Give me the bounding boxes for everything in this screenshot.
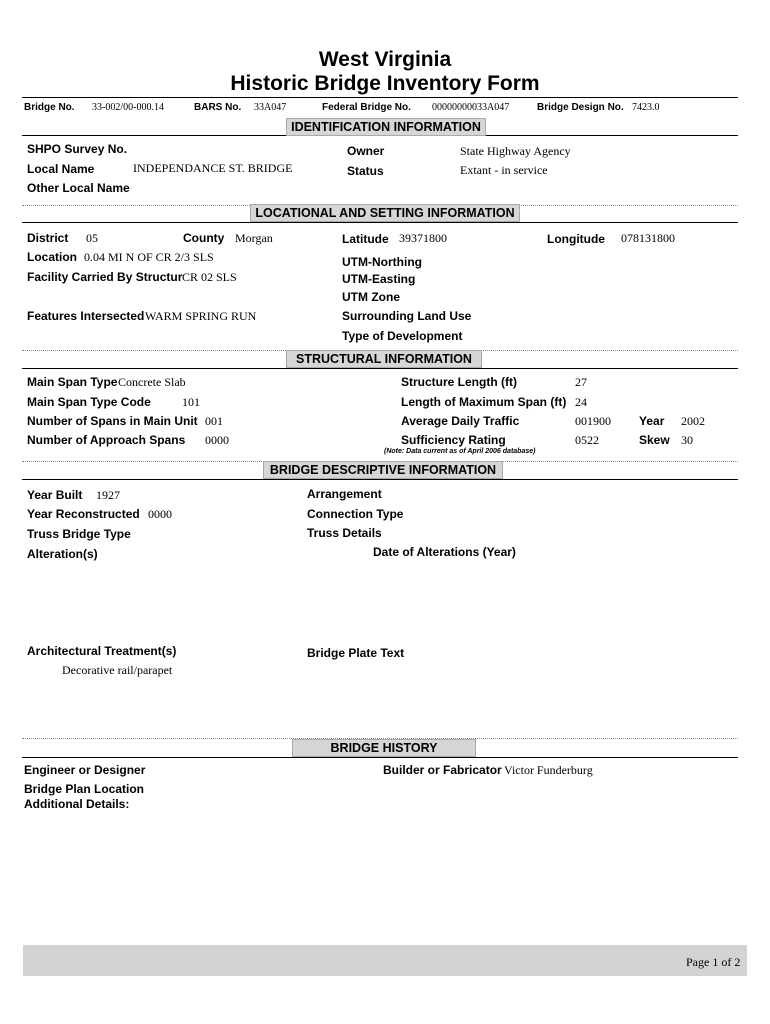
- history-heading: BRIDGE HISTORY: [292, 739, 476, 757]
- max-span-length-value: 24: [575, 395, 587, 409]
- district-value: 05: [86, 231, 98, 245]
- bars-no-label: BARS No.: [194, 102, 242, 113]
- utm-zone-label: UTM Zone: [342, 290, 400, 304]
- additional-details-label: Additional Details:: [24, 797, 130, 811]
- descriptive-rule: [22, 479, 738, 480]
- year-reconstructed-value: 0000: [148, 507, 172, 521]
- main-span-code-value: 101: [182, 395, 200, 409]
- structural-heading: STRUCTURAL INFORMATION: [286, 350, 482, 368]
- year-built-value: 1927: [96, 488, 120, 502]
- truss-bridge-type-label: Truss Bridge Type: [27, 527, 131, 541]
- bars-no-value: 33A047: [254, 102, 287, 113]
- utm-easting-label: UTM-Easting: [342, 272, 416, 286]
- locational-heading: LOCATIONAL AND SETTING INFORMATION: [250, 204, 520, 222]
- facility-label: Facility Carried By Structur: [27, 270, 183, 284]
- alterations-label: Alteration(s): [27, 547, 98, 561]
- traffic-year-label: Year: [639, 414, 665, 428]
- owner-value: State Highway Agency: [460, 144, 571, 158]
- local-name-value: INDEPENDANCE ST. BRIDGE: [133, 161, 293, 175]
- utm-northing-label: UTM-Northing: [342, 255, 422, 269]
- structure-length-label: Structure Length (ft): [401, 375, 517, 389]
- architectural-treatment-value: Decorative rail/parapet: [62, 663, 173, 677]
- status-label: Status: [347, 164, 384, 178]
- form-title-state: West Virginia: [318, 48, 452, 71]
- builder-fabricator-label: Builder or Fabricator: [383, 763, 502, 777]
- status-value: Extant - in service: [460, 163, 548, 177]
- builder-fabricator-value: Victor Funderburg: [504, 763, 593, 777]
- approach-spans-label: Number of Approach Spans: [27, 433, 186, 447]
- federal-bridge-no-label: Federal Bridge No.: [322, 102, 411, 113]
- shpo-survey-no-label: SHPO Survey No.: [27, 142, 128, 156]
- longitude-value: 078131800: [621, 231, 675, 245]
- engineer-designer-label: Engineer or Designer: [24, 763, 146, 777]
- spans-main-unit-value: 001: [205, 414, 223, 428]
- federal-bridge-no-value: 00000000033A047: [432, 102, 510, 113]
- approach-spans-value: 0000: [205, 433, 229, 447]
- sufficiency-rating-label: Sufficiency Rating: [401, 433, 506, 447]
- features-intersected-label: Features Intersected: [27, 309, 145, 323]
- skew-value: 30: [681, 433, 693, 447]
- spans-main-unit-label: Number of Spans in Main Unit: [27, 414, 198, 428]
- bridge-plan-location-label: Bridge Plan Location: [24, 782, 145, 796]
- identification-heading: IDENTIFICATION INFORMATION: [286, 118, 486, 136]
- main-span-type-value: Concrete Slab: [118, 375, 186, 389]
- top-rule: [22, 97, 738, 98]
- type-of-development-label: Type of Development: [342, 329, 463, 343]
- page-number: Page 1 of 2: [686, 955, 741, 969]
- year-reconstructed-label: Year Reconstructed: [27, 507, 140, 521]
- form-title: Historic Bridge Inventory Form: [230, 72, 540, 95]
- location-value: 0.04 MI N OF CR 2/3 SLS: [84, 250, 214, 264]
- bridge-no-value: 33-002/00-000.14: [92, 102, 164, 113]
- connection-type-label: Connection Type: [307, 507, 404, 521]
- bridge-design-no-label: Bridge Design No.: [537, 102, 624, 113]
- average-daily-traffic-label: Average Daily Traffic: [401, 414, 520, 428]
- facility-value: CR 02 SLS: [182, 270, 237, 284]
- latitude-value: 39371800: [399, 231, 447, 245]
- owner-label: Owner: [347, 144, 385, 158]
- district-label: District: [27, 231, 69, 245]
- year-built-label: Year Built: [27, 488, 83, 502]
- surrounding-land-use-label: Surrounding Land Use: [342, 309, 472, 323]
- other-local-name-label: Other Local Name: [27, 181, 130, 195]
- county-label: County: [183, 231, 225, 245]
- date-of-alterations-label: Date of Alterations (Year): [373, 545, 516, 559]
- architectural-treatment-label: Architectural Treatment(s): [27, 644, 177, 658]
- skew-label: Skew: [639, 433, 670, 447]
- local-name-label: Local Name: [27, 162, 95, 176]
- county-value: Morgan: [235, 231, 273, 245]
- main-span-code-label: Main Span Type Code: [27, 395, 151, 409]
- data-currency-note: (Note: Data current as of April 2006 database): [384, 448, 536, 455]
- max-span-length-label: Length of Maximum Span (ft): [401, 395, 567, 409]
- bridge-design-no-value: 7423.0: [632, 102, 660, 113]
- traffic-year-value: 2002: [681, 414, 705, 428]
- footer-bar: [23, 945, 747, 976]
- descriptive-heading: BRIDGE DESCRIPTIVE INFORMATION: [263, 461, 503, 479]
- truss-details-label: Truss Details: [307, 526, 382, 540]
- main-span-type-label: Main Span Type: [27, 375, 118, 389]
- locational-rule: [22, 222, 738, 223]
- location-label: Location: [27, 250, 77, 264]
- features-intersected-value: WARM SPRING RUN: [145, 309, 257, 323]
- longitude-label: Longitude: [547, 232, 605, 246]
- arrangement-label: Arrangement: [307, 487, 382, 501]
- average-daily-traffic-value: 001900: [575, 414, 611, 428]
- structure-length-value: 27: [575, 375, 587, 389]
- history-rule: [22, 757, 738, 758]
- bridge-no-label: Bridge No.: [24, 102, 75, 113]
- sufficiency-rating-value: 0522: [575, 433, 599, 447]
- bridge-plate-text-label: Bridge Plate Text: [307, 646, 405, 660]
- latitude-label: Latitude: [342, 232, 389, 246]
- structural-rule: [22, 368, 738, 369]
